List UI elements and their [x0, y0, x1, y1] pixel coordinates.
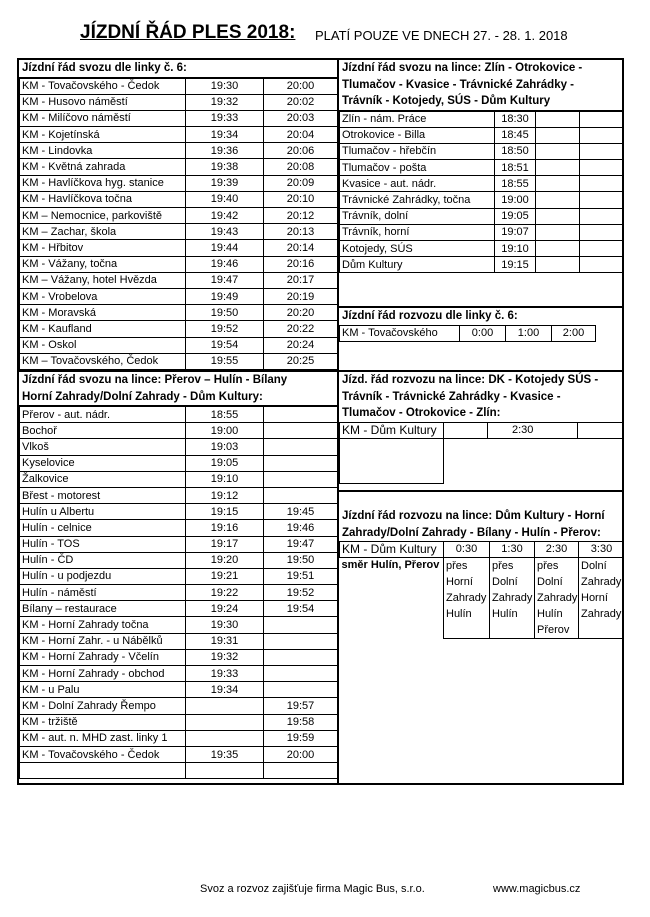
departure-time: 19:03: [186, 439, 264, 455]
departure-time: 20:14: [264, 240, 338, 256]
stop-name: Otrokovice - Billa: [340, 127, 495, 143]
stop-name: KM - Horní Zahrady točna: [20, 617, 186, 633]
departure-time: 19:21: [186, 568, 264, 584]
table-row: [20, 407, 338, 423]
departure-time: [264, 666, 338, 682]
empty-cell: [578, 438, 625, 483]
empty-cell: [340, 438, 444, 483]
table-row: [20, 305, 338, 321]
table-row: [340, 558, 625, 639]
table-row: [20, 552, 338, 568]
departure-time: 19:10: [495, 241, 536, 257]
table-row: [20, 423, 338, 439]
departure-time: 19:59: [264, 730, 338, 746]
section-heading: [339, 60, 624, 111]
stop-name: Hulín - TOS: [20, 536, 186, 552]
empty-cell: [536, 208, 580, 224]
departure-time: 20:12: [264, 208, 338, 224]
route-note-line: Zahrady: [492, 592, 533, 605]
empty-cell: [580, 111, 625, 127]
section-heading: [19, 372, 337, 406]
stop-name: KM - Dům Kultury: [340, 542, 444, 558]
departure-time: 18:55: [495, 176, 536, 192]
linka6-rozvoz-block: [339, 306, 624, 372]
stop-name: Kotojedy, SÚS: [340, 241, 495, 257]
stop-name: KM - Kaufland: [20, 321, 186, 337]
departure-time: 19:47: [186, 272, 264, 288]
table-row: [20, 353, 338, 369]
departure-time: [264, 649, 338, 665]
dk-rozvoz-table: [339, 422, 624, 484]
table-row: [20, 504, 338, 520]
stop-name: KM - Havlíčkova točna: [20, 191, 186, 207]
stop-name: KM - Hřbitov: [20, 240, 186, 256]
table-row: [20, 568, 338, 584]
stop-name: KM - Horní Zahrady - Včelín: [20, 649, 186, 665]
stop-name: Tlumačov - hřebčín: [340, 143, 495, 159]
table-row: [340, 438, 625, 483]
heading-line: Tlumačov - Otrokovice - Zlín:: [342, 407, 501, 419]
empty-cell: [580, 224, 625, 240]
departure-time: 19:40: [186, 191, 264, 207]
table-row: [20, 682, 338, 698]
table-row: [340, 542, 625, 558]
departure-time: 19:33: [186, 666, 264, 682]
stop-name: Trávník, horní: [340, 224, 495, 240]
prerov-svoz-block: [19, 372, 337, 785]
table-row: [20, 240, 338, 256]
prerov-svoz-table: [19, 406, 337, 779]
table-row: [20, 78, 338, 94]
route-note-line: Horní: [446, 576, 473, 589]
table-row: [20, 127, 338, 143]
departure-time: 19:35: [186, 746, 264, 762]
departure-time: 19:52: [264, 585, 338, 601]
departure-time: 20:19: [264, 288, 338, 304]
route-note-line: Hulín: [537, 608, 563, 621]
stop-name: Trávník, dolní: [340, 208, 495, 224]
column-divider: [337, 60, 339, 783]
departure-time: 19:00: [495, 192, 536, 208]
departure-time: [186, 698, 264, 714]
route-note-line: přes: [492, 560, 514, 573]
departure-time: 19:45: [264, 504, 338, 520]
departure-time: 19:32: [186, 649, 264, 665]
departure-time: 19:49: [186, 288, 264, 304]
stop-name: KM - Tovačovského - Čedok: [20, 746, 186, 762]
table-row: [20, 159, 338, 175]
empty-cell: [536, 257, 580, 273]
table-row: [20, 746, 338, 762]
departure-time: [264, 682, 338, 698]
table-row: [20, 666, 338, 682]
table-row: [20, 175, 338, 191]
departure-time: 18:45: [495, 127, 536, 143]
stop-name: KM - Vrobelova: [20, 288, 186, 304]
stop-name: [20, 763, 186, 779]
section-heading: [339, 508, 624, 541]
departure-time: 19:05: [495, 208, 536, 224]
route-note-line: Přerov: [537, 624, 570, 637]
empty-cell: [536, 127, 580, 143]
heading-line: Trávník - Kotojedy, SÚS - Dům Kultury: [342, 95, 551, 107]
stop-name: KM - Moravská: [20, 305, 186, 321]
departure-time: 19:00: [186, 423, 264, 439]
empty-cell: [580, 208, 625, 224]
table-row: [340, 241, 625, 257]
departure-time: 19:43: [186, 224, 264, 240]
empty-cell: [536, 160, 580, 176]
stop-name: Hulín - náměstí: [20, 585, 186, 601]
departure-time: 20:16: [264, 256, 338, 272]
heading-line: Trávník - Trávnické Zahrádky - Kvasice -: [342, 390, 561, 403]
departure-time: 19:34: [186, 127, 264, 143]
table-row: [20, 94, 338, 110]
route-note-line: Horní: [581, 592, 608, 605]
table-row: [20, 763, 338, 779]
heading-line: Horní Zahrady/Dolní Zahrady - Dům Kultury:: [22, 390, 263, 403]
route-note: [490, 558, 535, 639]
departure-time: 19:32: [186, 94, 264, 110]
operator-note: Svoz a rozvoz zajišťuje firma Magic Bus, s.r.o.: [200, 883, 425, 895]
departure-time: 19:36: [186, 143, 264, 159]
hulin-rozvoz-table: [339, 541, 624, 639]
table-row: [20, 730, 338, 746]
stop-name: KM - Dům Kultury: [340, 422, 444, 438]
stop-name: Dům Kultury: [340, 257, 495, 273]
table-row: [20, 698, 338, 714]
stop-name: KM - Horní Zahr. - u Nábělků: [20, 633, 186, 649]
route-note: [535, 558, 579, 639]
route-note-line: Dolní: [492, 576, 518, 589]
departure-time: 0:30: [444, 542, 490, 558]
stop-name: Žalkovice: [20, 471, 186, 487]
departure-time: 20:06: [264, 143, 338, 159]
stop-name: KM - Husovo náměstí: [20, 94, 186, 110]
stop-name: KM - Tovačovského: [340, 325, 460, 341]
table-row: [20, 455, 338, 471]
table-row: [340, 111, 625, 127]
table-row: [20, 337, 338, 353]
departure-time: 19:54: [186, 337, 264, 353]
table-row: [20, 471, 338, 487]
departure-time: 19:39: [186, 175, 264, 191]
stop-name: Přerov - aut. nádr.: [20, 407, 186, 423]
dk-rozvoz-block: [339, 372, 624, 488]
departure-time: 19:54: [264, 601, 338, 617]
heading-line: Tlumačov - Kvasice - Trávnické Zahrádky -: [342, 78, 575, 91]
departure-time: 20:08: [264, 159, 338, 175]
departure-time: 20:03: [264, 110, 338, 126]
table-row: [340, 143, 625, 159]
departure-time: [444, 422, 488, 438]
departure-time: 19:33: [186, 110, 264, 126]
heading-line: Jízd. řád rozvozu na lince: DK - Kotojedy SÚS -: [342, 374, 599, 386]
empty-cell: [488, 438, 578, 483]
departure-time: 20:20: [264, 305, 338, 321]
stop-name: Břest - motorest: [20, 487, 186, 503]
table-row: [340, 224, 625, 240]
departure-time: 18:50: [495, 143, 536, 159]
departure-time: 19:55: [186, 353, 264, 369]
departure-time: 19:22: [186, 585, 264, 601]
table-row: [20, 439, 338, 455]
departure-time: [264, 487, 338, 503]
departure-time: 20:22: [264, 321, 338, 337]
stop-name: KM - Horní Zahrady - obchod: [20, 666, 186, 682]
departure-time: 20:24: [264, 337, 338, 353]
section-heading: [339, 372, 624, 422]
route-note-line: Hulín: [446, 608, 472, 621]
empty-cell: [580, 192, 625, 208]
empty-cell: [536, 143, 580, 159]
table-row: [20, 191, 338, 207]
empty-cell: [580, 127, 625, 143]
departure-time: 19:12: [186, 487, 264, 503]
route-note-line: přes: [537, 560, 559, 573]
departure-time: [264, 455, 338, 471]
departure-time: 19:34: [186, 682, 264, 698]
departure-time: [264, 423, 338, 439]
table-row: [20, 487, 338, 503]
stop-name: KM - Tovačovského - Čedok: [20, 78, 186, 94]
departure-time: 19:07: [495, 224, 536, 240]
table-row: [20, 208, 338, 224]
table-row: [20, 272, 338, 288]
table-row: [20, 224, 338, 240]
stop-name: KM - u Palu: [20, 682, 186, 698]
departure-time: 2:30: [488, 422, 578, 438]
departure-time: [186, 730, 264, 746]
linka6-svoz-table: [19, 78, 337, 370]
stop-name: KM – Zachar, škola: [20, 224, 186, 240]
departure-time: 19:50: [264, 552, 338, 568]
departure-time: 19:05: [186, 455, 264, 471]
empty-cell: [580, 176, 625, 192]
stop-name: Bochoř: [20, 423, 186, 439]
empty-cell: [580, 143, 625, 159]
stop-name: KM - aut. n. MHD zast. linky 1: [20, 730, 186, 746]
departure-time: 2:30: [535, 542, 579, 558]
linka6-rozvoz-table: [339, 325, 596, 342]
route-note: [444, 558, 490, 639]
table-row: [20, 110, 338, 126]
table-row: [340, 208, 625, 224]
departure-time: 19:15: [495, 257, 536, 273]
table-row: [20, 288, 338, 304]
departure-time: 19:46: [264, 520, 338, 536]
stop-name: Hulín u Albertu: [20, 504, 186, 520]
route-note-line: přes: [446, 560, 468, 573]
departure-time: [264, 633, 338, 649]
table-row: [340, 127, 625, 143]
heading-line: Jízdní řád svozu na lince: Přerov – Hulín - Bílany: [22, 374, 288, 386]
departure-time: 19:47: [264, 536, 338, 552]
departure-time: 19:24: [186, 601, 264, 617]
table-row: [20, 143, 338, 159]
stop-name: Tlumačov - pošta: [340, 160, 495, 176]
stop-name: Zlín - nám. Práce: [340, 111, 495, 127]
section-heading: Jízdní řád rozvozu dle linky č. 6:: [342, 310, 518, 322]
stop-name: KM – Nemocnice, parkoviště: [20, 208, 186, 224]
table-row: [340, 176, 625, 192]
departure-time: 20:02: [264, 94, 338, 110]
stop-name: KM - Havlíčkova hyg. stanice: [20, 175, 186, 191]
empty-cell: [536, 224, 580, 240]
departure-time: [578, 422, 625, 438]
route-note-line: Zahrady: [446, 592, 487, 605]
empty-cell: [580, 241, 625, 257]
departure-time: 18:51: [495, 160, 536, 176]
hulin-rozvoz-block: [339, 492, 624, 785]
departure-time: 19:10: [186, 471, 264, 487]
route-note-line: Zahrady: [581, 576, 622, 589]
departure-time: 20:00: [264, 78, 338, 94]
departure-time: 1:00: [506, 325, 552, 341]
departure-time: 19:42: [186, 208, 264, 224]
empty-cell: [536, 241, 580, 257]
departure-time: 19:44: [186, 240, 264, 256]
zlin-svoz-table: [339, 111, 624, 274]
departure-time: 19:15: [186, 504, 264, 520]
departure-time: 19:30: [186, 78, 264, 94]
departure-time: 19:50: [186, 305, 264, 321]
heading-line: Zahrady/Dolní Zahrady - Bílany - Hulín - Přerov:: [342, 526, 601, 539]
stop-name: KM - Květná zahrada: [20, 159, 186, 175]
route-note-line: Zahrady: [581, 608, 622, 621]
departure-time: 20:04: [264, 127, 338, 143]
departure-time: 0:00: [460, 325, 506, 341]
stop-name: KM - Vážany, točna: [20, 256, 186, 272]
departure-time: 20:25: [264, 353, 338, 369]
departure-time: 1:30: [490, 542, 535, 558]
route-note: [579, 558, 625, 639]
departure-time: [186, 763, 264, 779]
table-row: [20, 585, 338, 601]
departure-time: 19:38: [186, 159, 264, 175]
table-row: [20, 520, 338, 536]
departure-time: 19:31: [186, 633, 264, 649]
departure-time: 20:13: [264, 224, 338, 240]
table-row: [20, 321, 338, 337]
empty-cell: [580, 257, 625, 273]
empty-cell: [536, 111, 580, 127]
route-note-line: Dolní: [537, 576, 563, 589]
table-row: [20, 617, 338, 633]
departure-time: 19:17: [186, 536, 264, 552]
direction-label: směr Hulín, Přerov: [341, 559, 440, 572]
stop-name: Trávnické Zahrádky, točna: [340, 192, 495, 208]
stop-name: Bílany – restaurace: [20, 601, 186, 617]
section-heading: Jízdní řád svozu dle linky č. 6:: [19, 60, 337, 78]
empty-cell: [536, 176, 580, 192]
route-note-line: Dolní: [581, 560, 607, 573]
departure-time: 19:30: [186, 617, 264, 633]
departure-time: [186, 714, 264, 730]
table-row: [20, 714, 338, 730]
heading-line: Jízdní řád rozvozu na lince: Dům Kultury - Horní: [342, 510, 605, 522]
departure-time: 19:57: [264, 698, 338, 714]
departure-time: [264, 617, 338, 633]
departure-time: 19:46: [186, 256, 264, 272]
stop-name: Hulín - u podjezdu: [20, 568, 186, 584]
stop-name: KM – Vážany, hotel Hvězda: [20, 272, 186, 288]
stop-name: KM - Dolní Zahrady Řempo: [20, 698, 186, 714]
departure-time: 19:52: [186, 321, 264, 337]
table-row: [20, 649, 338, 665]
stop-name: Hulín - ČD: [20, 552, 186, 568]
departure-time: 19:58: [264, 714, 338, 730]
stop-name: KM - Lindovka: [20, 143, 186, 159]
departure-time: [264, 763, 338, 779]
route-note-line: Hulín: [492, 608, 518, 621]
linka6-svoz-block: [19, 60, 337, 370]
departure-time: 2:00: [552, 325, 596, 341]
table-row: [20, 536, 338, 552]
departure-time: 18:55: [186, 407, 264, 423]
stop-name: KM - tržiště: [20, 714, 186, 730]
departure-time: 3:30: [579, 542, 625, 558]
stop-name: Kvasice - aut. nádr.: [340, 176, 495, 192]
departure-time: 19:16: [186, 520, 264, 536]
departure-time: 19:51: [264, 568, 338, 584]
departure-time: 19:20: [186, 552, 264, 568]
departure-time: [264, 471, 338, 487]
validity-note: PLATÍ POUZE VE DNECH 27. - 28. 1. 2018: [315, 28, 568, 43]
table-row: [20, 633, 338, 649]
empty-cell: [580, 160, 625, 176]
table-row: [20, 601, 338, 617]
route-note-line: Zahrady: [537, 592, 578, 605]
departure-time: 18:30: [495, 111, 536, 127]
stop-name: Hulín - celnice: [20, 520, 186, 536]
table-row: [340, 422, 625, 438]
stop-name: KM - Kojetínská: [20, 127, 186, 143]
stop-name: KM - Milíčovo náměstí: [20, 110, 186, 126]
heading-line: Jízdní řád svozu na lince: Zlín - Otrokovice -: [342, 62, 583, 74]
departure-time: 20:00: [264, 746, 338, 762]
empty-cell: [444, 438, 488, 483]
departure-time: 20:10: [264, 191, 338, 207]
table-row: [340, 257, 625, 273]
departure-time: [264, 407, 338, 423]
table-row: [340, 192, 625, 208]
website-link[interactable]: www.magicbus.cz: [493, 883, 581, 895]
empty-cell: [536, 192, 580, 208]
zlin-svoz-block: [339, 60, 624, 306]
stop-name: Kyselovice: [20, 455, 186, 471]
table-row: [340, 160, 625, 176]
stop-name: KM – Tovačovského, Čedok: [20, 353, 186, 369]
timetable-frame: [17, 58, 624, 785]
table-row: [20, 256, 338, 272]
page-title: JÍZDNÍ ŘÁD PLES 2018:: [80, 22, 296, 43]
departure-time: 20:09: [264, 175, 338, 191]
departure-time: [264, 439, 338, 455]
stop-name: KM - Oskol: [20, 337, 186, 353]
departure-time: 20:17: [264, 272, 338, 288]
stop-name: Vlkoš: [20, 439, 186, 455]
table-row: [340, 325, 596, 341]
